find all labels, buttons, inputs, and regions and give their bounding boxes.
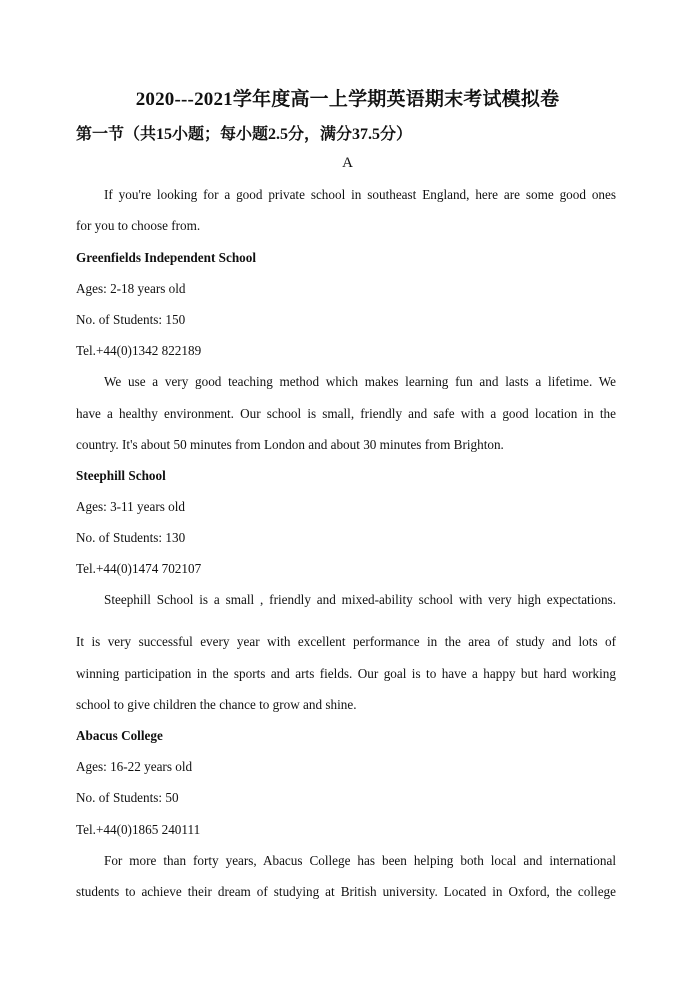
passage-letter: A: [342, 155, 353, 171]
school-name-abacus: Abacus College: [76, 728, 163, 743]
school-desc-line: It is very successful every year with excellent performance in the area of study and lots of: [76, 634, 616, 649]
school-students: No. of Students: 130: [76, 530, 186, 545]
school-ages: Ages: 16-22 years old: [76, 759, 193, 774]
school-students: No. of Students: 50: [76, 790, 179, 805]
school-desc-line: country. It's about 50 minutes from London and about 30 minutes from Brighton.: [76, 437, 504, 452]
school-desc-line: school to give children the chance to grow and shine.: [76, 697, 357, 712]
section-heading: 第一节（共15小题；每小题2.5分，满分37.5分）: [76, 126, 413, 143]
school-tel: Tel.+44(0)1474 702107: [76, 561, 202, 576]
school-ages: Ages: 3-11 years old: [76, 499, 186, 514]
school-desc-line: For more than forty years, Abacus College has been helping both local and international: [104, 853, 616, 868]
exam-title: 2020---2021学年度高一上学期英语期末考试模拟卷: [135, 89, 560, 110]
school-name-greenfields: Greenfields Independent School: [76, 250, 257, 265]
school-desc-line: students to achieve their dream of studying at British university. Located in Oxford, the college: [76, 884, 616, 899]
school-desc-line: winning participation in the sports and arts fields. Our goal is to have a happy but hard working: [76, 666, 616, 681]
school-tel: Tel.+44(0)1342 822189: [76, 343, 202, 358]
school-name-steephill: Steephill School: [76, 468, 166, 483]
school-desc-line: have a healthy environment. Our school is small, friendly and safe with a good location in the: [76, 406, 616, 421]
school-ages: Ages: 2-18 years old: [76, 281, 186, 296]
school-desc-line: We use a very good teaching method which makes learning fun and lasts a lifetime. We: [104, 374, 616, 389]
school-desc-line: Steephill School is a small , friendly and mixed-ability school with very high expectations.: [104, 592, 616, 607]
intro-line-2: for you to choose from.: [76, 218, 201, 233]
school-students: No. of Students: 150: [76, 312, 186, 327]
intro-line-1: If you're looking for a good private school in southeast England, here are some good ones: [104, 187, 616, 202]
school-tel: Tel.+44(0)1865 240111: [76, 822, 201, 837]
